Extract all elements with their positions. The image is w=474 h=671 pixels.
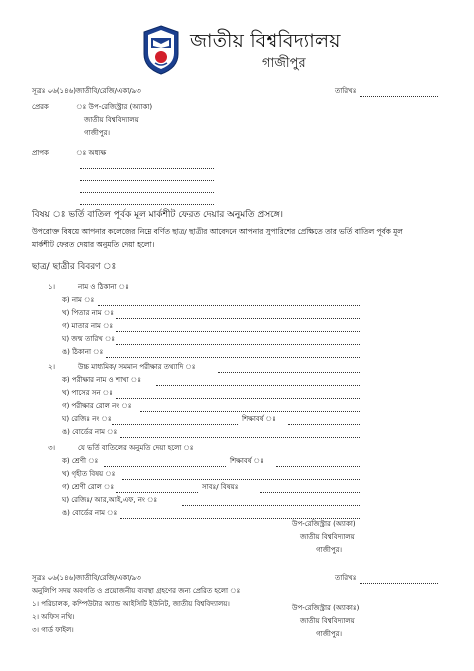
recipient-label: প্রাপক bbox=[32, 149, 49, 157]
s3-session-field bbox=[276, 458, 360, 467]
s2-session-field bbox=[288, 416, 360, 425]
sender-line2: জাতীয় বিশ্ববিদ্যালয় bbox=[84, 116, 139, 124]
s3-class-label: ক) শ্রেণী ঃ bbox=[62, 457, 99, 465]
s2-pass-year-label: খ) পাসের সন ঃ bbox=[62, 389, 113, 397]
copy-date-label: তারিখঃ bbox=[335, 574, 357, 582]
signature2-line3: গাজীপুর। bbox=[316, 630, 342, 638]
section1-number: ১। bbox=[48, 283, 56, 291]
s2-exam-field bbox=[156, 377, 360, 386]
body-line2: মার্কশীট ফেরত দেয়ার অনুমতি দেয়া হলো। bbox=[32, 240, 155, 249]
memo-date-field bbox=[360, 88, 438, 97]
s2-pass-year-field bbox=[116, 390, 360, 399]
s3-reg-field bbox=[182, 497, 360, 506]
university-name: জাতীয় বিশ্ববিদ্যালয় bbox=[190, 30, 341, 52]
s3-class-field bbox=[104, 458, 226, 467]
sender-line3: গাজীপুর। bbox=[84, 129, 110, 137]
signature1-line1: উপ-রেজিস্ট্রার (অ্যাকা) bbox=[292, 520, 356, 528]
subject: বিষয় ঃ ভর্তি বাতিল পূর্বক মূল মার্কশীট ফেরত দেয়ার অনুমতি প্রসঙ্গে। bbox=[32, 210, 283, 220]
copy-intro: অনুলিপি সদয় অবগতি ও প্রয়োজনীয় ব্যবস্থা গ্রহণের জন্য প্রেরিত হলো ঃ bbox=[32, 587, 241, 595]
section3-number: ৩। bbox=[48, 444, 56, 452]
s1-father-label: খ) পিতার নাম ঃ bbox=[62, 309, 114, 317]
s3-subject-field bbox=[122, 471, 360, 480]
s3-subject-label: খ) গৃহীত বিষয় ঃ bbox=[62, 470, 116, 478]
university-logo bbox=[141, 24, 181, 76]
copy-ref: সূত্রঃ ০৬(১৪৬)জাতীবি/রেজি/একা/৯৩ bbox=[32, 574, 141, 582]
s1-father-field bbox=[116, 310, 360, 319]
s3-reg-label: ঘ) রেজিঃ/ আর,আই,এফ, নং ঃ bbox=[62, 496, 158, 504]
s2-reg-label: ঘ) রেজিঃ নং ঃ bbox=[62, 415, 112, 423]
s2-session-label: শিক্ষাবর্ষ ঃ bbox=[242, 415, 276, 423]
s1-name-label: ক) নাম ঃ bbox=[62, 296, 95, 304]
signature1-line3: গাজীপুর। bbox=[316, 546, 342, 554]
section2-title: উচ্চ মাধ্যমিক/ সমমান পরীক্ষার তথ্যাদি ঃ bbox=[78, 363, 196, 371]
signature2-line1: উপ-রেজিস্ট্রার (অ্যাকাঃ) bbox=[292, 604, 360, 612]
signature2-line2: জাতীয় বিশ্ববিদ্যালয় bbox=[300, 617, 355, 625]
s2-roll-field bbox=[140, 403, 360, 412]
s2-reg-field bbox=[112, 416, 238, 425]
copy-date-field bbox=[360, 575, 438, 584]
recipient-address-line-2 bbox=[80, 172, 214, 181]
copy-item1: ১। পরিচালক, কম্পিউটার অ্যান্ড আইসিটি ইউনিট, জাতীয় বিশ্ববিদ্যালয়। bbox=[32, 600, 230, 608]
s3-board-label: ঙ) বোর্ডের নাম ঃ bbox=[62, 509, 118, 517]
copy-item2: ২। অফিস নথি। bbox=[32, 613, 75, 621]
sender-line1: ঃ উপ-রেজিস্ট্রার (অ্যাকা) bbox=[76, 103, 153, 111]
s1-name-field bbox=[98, 297, 360, 306]
recipient-line1: ঃ অধ্যক্ষ bbox=[76, 149, 107, 157]
campus-name: গাজীপুর bbox=[262, 56, 306, 71]
recipient-address-line-4 bbox=[80, 196, 214, 205]
s2-board-label: ঙ) বোর্ডের নাম ঃ bbox=[62, 428, 118, 436]
s1-dob-label: ঘ) জন্ম তারিখ ঃ bbox=[62, 335, 116, 343]
s1-mother-field bbox=[116, 323, 360, 332]
s3-roll-field bbox=[116, 484, 198, 493]
s2-title-field bbox=[218, 364, 360, 373]
recipient-address-line-3 bbox=[80, 184, 214, 193]
s1-dob-field bbox=[116, 336, 360, 345]
signature1-line2: জাতীয় বিশ্ববিদ্যালয় bbox=[300, 533, 355, 541]
s1-address-label: ঙ) ঠিকানা ঃ bbox=[62, 348, 104, 356]
s3-board-field bbox=[120, 510, 360, 519]
s3-sub-field bbox=[260, 484, 360, 493]
details-heading: ছাত্র/ ছাত্রীর বিবরণ ঃ bbox=[32, 262, 117, 272]
s2-roll-label: গ) পরীক্ষার রোল নং ঃ bbox=[62, 402, 132, 410]
copy-item3: ৩। গার্ড ফাইল। bbox=[32, 626, 74, 634]
s1-address-field bbox=[106, 349, 360, 358]
s3-roll-label: গ) শ্রেণী রোল ঃ bbox=[62, 483, 115, 491]
section2-number: ২। bbox=[48, 363, 56, 371]
section3-title: যে ভর্তি বাতিলের অনুমতি দেয়া হলো ঃ bbox=[78, 444, 194, 452]
s1-mother-label: গ) মাতার নাম ঃ bbox=[62, 322, 114, 330]
s2-board-field bbox=[120, 429, 360, 438]
recipient-address-line-1 bbox=[80, 160, 214, 169]
body-line1: উপরোক্ত বিষয়ে আপনার কলেজের নিম্নে বর্ণিত ছাত্র/ ছাত্রীর আবেদনে আপনার সুপারিশের প্রেক্ষিতে তার ভর্তি বাতিল পূর্বক মূল bbox=[32, 227, 403, 236]
section1-title: নাম ও ঠিকানা ঃ bbox=[78, 283, 129, 291]
sender-label: প্রেরক bbox=[32, 103, 49, 111]
memo-ref: সূত্রঃ ০৬(১৪৬)জাতীবি/রেজি/একা/৯৩ bbox=[32, 87, 141, 95]
university-seal-icon bbox=[141, 24, 181, 76]
s3-session-label: শিক্ষাবর্ষ ঃ bbox=[230, 457, 264, 465]
s3-sub-label: সাবঃ/ বিষয়ঃ bbox=[202, 483, 239, 491]
s2-exam-label: ক) পরীক্ষার নাম ও শাখা ঃ bbox=[62, 376, 141, 384]
memo-date-label: তারিখঃ bbox=[335, 87, 357, 95]
